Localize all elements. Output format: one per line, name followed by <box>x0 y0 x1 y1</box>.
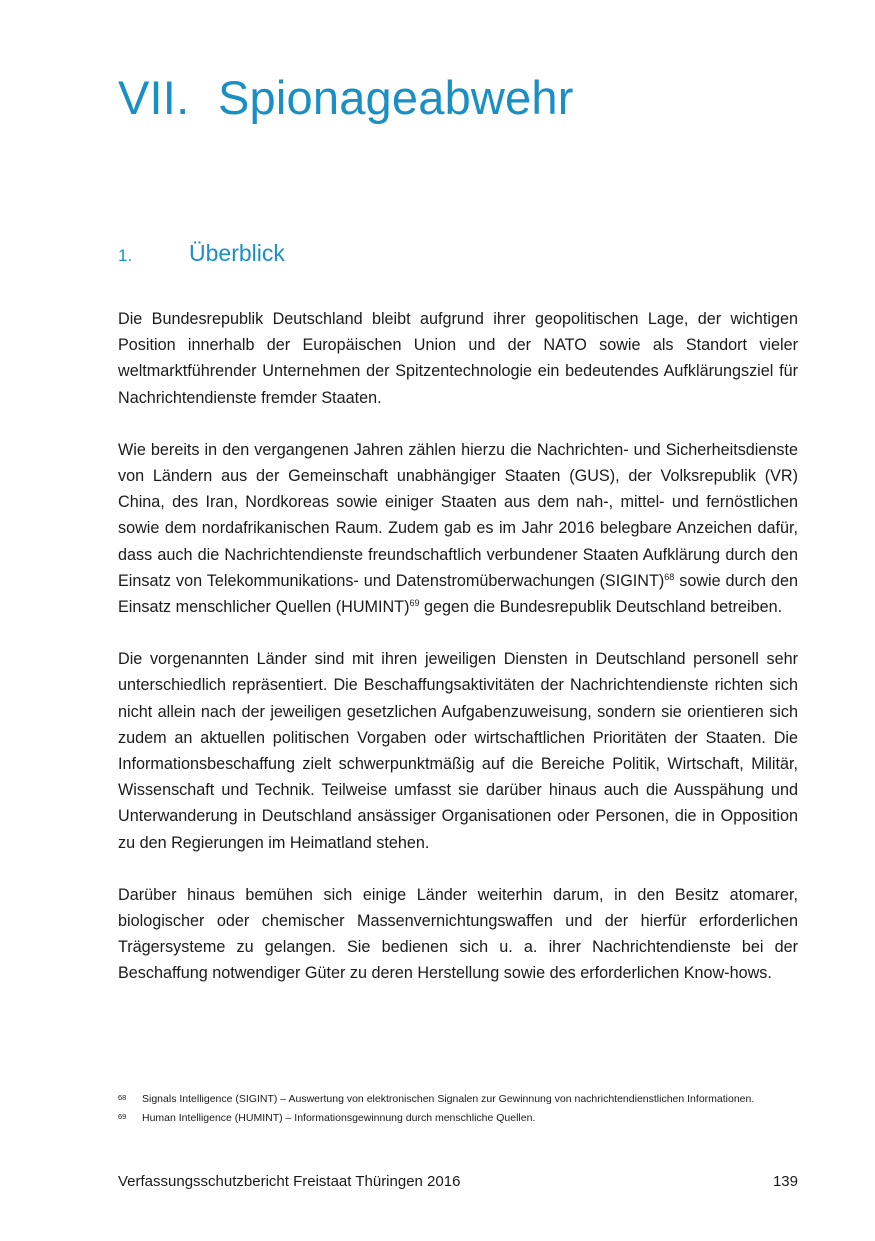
paragraph-2-part-b: sowie durch den Einsatz menschlicher Quellen (HUMINT) <box>118 571 798 617</box>
footer-publication: Verfassungsschutzbericht Freistaat Thüringen 2016 <box>118 1173 461 1190</box>
page-number: 139 <box>772 1173 798 1190</box>
chapter-title-text: Spionageabwehr <box>218 71 574 124</box>
chapter-number: VII. <box>118 71 190 124</box>
section-title <box>118 240 285 267</box>
paragraph-4: Darüber hinaus bemühen sich einige Länder weiterhin darum, in den Besitz atomarer, biologischer oder chemischer Massenvernichtungswaffen und der hierfür erforderlichen Trägersysteme zu gelangen. Sie bedienen sich u. a. ihrer Nachrichtendienste bei der Beschaffung notwendiger Güter zu deren Herstellung sowie des erforderlichen Know-hows. <box>118 885 798 983</box>
footnote-text: Human Intelligence (HUMINT) – Informationsgewinnung durch menschliche Quellen. <box>142 1112 536 1124</box>
chapter-title <box>118 70 574 125</box>
footnote-text: Signals Intelligence (SIGINT) – Auswertung von elektronischen Signalen zur Gewinnung von nachrichtendienstlichen Informationen. <box>142 1093 755 1105</box>
paragraph-2-part-a: Wie bereits in den vergangenen Jahren zählen hierzu die Nachrichten- und Sicherheitsdienste von Ländern aus der Gemeinschaft unabhängiger Staaten (GUS), der Volksrepublik (VR) China, des Iran, Nordkoreas sowie einiger Staaten aus dem nah-, mittel- und fernöstlichen sowie dem nordafrikanischen Raum. Zudem gab es im Jahr 2016 belegbare Anzeichen dafür, dass auch die Nachrichtendienste freundschaftlich verbundener Staaten Aufklärung durch den Einsatz von Telekommunikations- und Datenstromüberwachungen (SIGINT) <box>118 440 798 590</box>
footnote-69 <box>118 1111 798 1126</box>
footnote-68 <box>118 1092 798 1107</box>
footnote-number: 68 <box>118 1093 127 1102</box>
section-title-text: Überblick <box>189 240 285 266</box>
footnotes <box>118 1092 798 1130</box>
footnote-ref-68[interactable]: 68 <box>664 571 675 582</box>
paragraph-1: Die Bundesrepublik Deutschland bleibt aufgrund ihrer geopolitischen Lage, der wichtigen Position innerhalb der Europäischen Union und der NATO sowie als Standort vieler weltmarktführender Unternehmen der Spitzentechnologie ein bedeutendes Aufklärungsziel für Nachrichtendienste fremder Staaten. <box>118 310 798 407</box>
footnote-ref-69[interactable]: 69 <box>409 598 420 609</box>
footnote-number: 69 <box>118 1112 127 1121</box>
paragraph-3: Die vorgenannten Länder sind mit ihren jeweiligen Diensten in Deutschland personell sehr unterschiedlich repräsentiert. Die Beschaffungsaktivitäten der Nachrichtendienste richten sich nicht allein nach der jeweiligen gesetzlichen Aufgabenzuweisung, sondern sie orientieren sich zudem an aktuellen politischen Vorgaben oder wirtschaftlichen Prioritäten der Staaten. Die Informationsbeschaffung zielt schwerpunktmäßig auf die Bereiche Politik, Wirtschaft, Militär, Wissenschaft und Technik. Teilweise umfasst sie darüber hinaus auch die Ausspähung und Unterwanderung in Deutschland ansässiger Organisationen oder Personen, die in Opposition zu den Regierungen im Heimatland stehen. <box>118 650 798 852</box>
section-number: 1. <box>118 246 133 265</box>
paragraph-2-part-c: gegen die Bundesrepublik Deutschland betreiben. <box>419 598 783 617</box>
body-text <box>118 306 798 1013</box>
paragraph-2 <box>118 437 798 620</box>
page-footer <box>118 1173 798 1190</box>
